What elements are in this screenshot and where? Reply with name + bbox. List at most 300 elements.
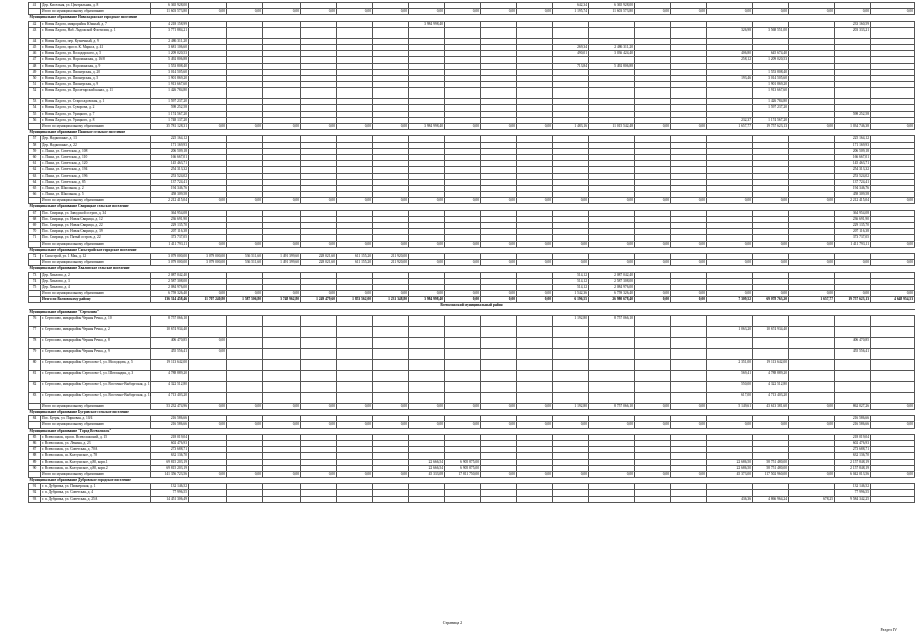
value-cell: 0,00 bbox=[707, 260, 753, 266]
value-cell bbox=[263, 337, 301, 348]
value-cell bbox=[671, 359, 707, 370]
municipality-heading: Муниципальное образование Дубровское городское поселение bbox=[29, 478, 915, 484]
total-cost-cell: 1 913 667,60 bbox=[151, 82, 189, 88]
address-cell: г. Сертолово, микрорайон Черная Речка, д. 10 bbox=[41, 315, 151, 326]
value-cell bbox=[635, 88, 671, 99]
value-cell bbox=[337, 348, 373, 359]
address-cell: Дер. Хвалово, д. 2 bbox=[41, 272, 151, 278]
value-cell bbox=[337, 337, 373, 348]
value-cell: 0,00 bbox=[409, 403, 445, 409]
value-cell bbox=[481, 27, 517, 38]
value-cell bbox=[589, 348, 635, 359]
value-cell: 0,00 bbox=[227, 403, 263, 409]
value-cell: 0,00 bbox=[445, 198, 481, 204]
value-cell bbox=[871, 496, 915, 502]
row-number: 71 bbox=[29, 235, 41, 241]
value-cell bbox=[481, 359, 517, 370]
value-cell bbox=[189, 88, 227, 99]
value-cell bbox=[337, 370, 373, 381]
value-cell bbox=[189, 315, 227, 326]
row-number: 74 bbox=[29, 278, 41, 284]
value-cell: 253 524,02 bbox=[835, 173, 871, 179]
value-cell bbox=[189, 27, 227, 38]
value-cell bbox=[835, 326, 871, 337]
total-cost-cell: 145 463,71 bbox=[151, 161, 189, 167]
value-cell: 0,00 bbox=[707, 241, 753, 247]
value-cell bbox=[263, 496, 301, 502]
value-cell: 0,00 bbox=[189, 471, 227, 477]
value-cell: 0,00 bbox=[671, 124, 707, 130]
value-cell: 0,00 bbox=[227, 422, 263, 428]
value-cell: 0,00 bbox=[671, 297, 707, 303]
value-cell bbox=[517, 315, 553, 326]
total-cost-cell: 166 667,01 bbox=[151, 154, 189, 160]
row-number: 51 bbox=[29, 82, 41, 88]
value-cell bbox=[481, 496, 517, 502]
row-number: 77 bbox=[29, 326, 41, 337]
value-cell: 0,00 bbox=[409, 9, 445, 15]
value-cell: 0,00 bbox=[373, 198, 409, 204]
value-cell: 1 553 808,40 bbox=[753, 69, 789, 75]
value-cell: 406,80 bbox=[707, 51, 753, 57]
total-cost-cell: 8 757 066,10 bbox=[151, 315, 189, 326]
value-cell: 0,00 bbox=[337, 124, 373, 130]
address-cell: Пос. Бугры, ул. Парковая, д. 10/4 bbox=[41, 416, 151, 422]
value-cell bbox=[553, 348, 589, 359]
value-cell: 6 365 928,00 bbox=[589, 3, 635, 9]
value-cell: 0,00 bbox=[337, 403, 373, 409]
value-cell: 216 586,66 bbox=[835, 422, 871, 428]
value-cell bbox=[301, 392, 337, 403]
total-cost-cell: 10 674 934,40 bbox=[151, 326, 189, 337]
address-cell: г. Новая Ладога, ул. Нороманская, д. 9 bbox=[41, 63, 151, 69]
value-cell bbox=[409, 348, 445, 359]
value-cell: 0,00 bbox=[337, 198, 373, 204]
value-cell: 0,00 bbox=[517, 9, 553, 15]
value-cell bbox=[373, 88, 409, 99]
value-cell: 642,34 bbox=[553, 3, 589, 9]
value-cell: 0,00 bbox=[301, 198, 337, 204]
value-cell: 233 160,59 bbox=[835, 21, 871, 27]
value-cell bbox=[635, 392, 671, 403]
value-cell bbox=[301, 27, 337, 38]
value-cell bbox=[589, 370, 635, 381]
value-cell bbox=[227, 381, 263, 392]
row-number: 65 bbox=[29, 185, 41, 191]
value-cell: 0,00 bbox=[707, 198, 753, 204]
value-cell: 0,00 bbox=[481, 260, 517, 266]
address-cell: Итого по муниципальному образованию bbox=[41, 422, 151, 428]
value-cell bbox=[373, 27, 409, 38]
value-cell bbox=[227, 392, 263, 403]
value-cell: 0,00 bbox=[671, 241, 707, 247]
value-cell: 1 249 479,60 bbox=[301, 297, 337, 303]
value-cell bbox=[789, 370, 835, 381]
row-number: 84 bbox=[29, 416, 41, 422]
value-cell: 550,00 bbox=[707, 381, 753, 392]
value-cell bbox=[263, 348, 301, 359]
value-cell: 0,00 bbox=[635, 297, 671, 303]
address-cell: г. Новая Ладога, ул. Пионерская, д. 5 bbox=[41, 75, 151, 81]
value-cell: 0,00 bbox=[589, 422, 635, 428]
row-number: 87 bbox=[29, 447, 41, 453]
value-cell: 22 686,50 bbox=[707, 459, 753, 465]
value-cell: 490,01 bbox=[553, 51, 589, 57]
address-cell: г. Новая Ладога, просп. К. Маркса, д. 41 bbox=[41, 44, 151, 50]
total-cost-cell: 3 771 884,21 bbox=[151, 27, 189, 38]
value-cell: 0,00 bbox=[263, 471, 301, 477]
value-cell bbox=[481, 315, 517, 326]
value-cell: 0,00 bbox=[835, 9, 871, 15]
value-cell: 514,12 bbox=[553, 272, 589, 278]
value-cell: 0,00 bbox=[753, 422, 789, 428]
total-cost-cell: 602 476,93 bbox=[151, 440, 189, 446]
value-cell: 0,00 bbox=[671, 291, 707, 297]
address-cell: Итого по муниципальному образованию bbox=[41, 241, 151, 247]
value-cell: 0,00 bbox=[789, 260, 835, 266]
value-cell: 0,00 bbox=[445, 124, 481, 130]
value-cell: 1 901 869,20 bbox=[753, 82, 789, 88]
value-cell: 2 157 848,19 bbox=[835, 465, 871, 471]
row-number: 59 bbox=[29, 148, 41, 154]
value-cell bbox=[553, 496, 589, 502]
value-cell: 3 748 962,80 bbox=[263, 297, 301, 303]
value-cell bbox=[635, 381, 671, 392]
value-cell: 0,00 bbox=[301, 291, 337, 297]
value-cell bbox=[189, 381, 227, 392]
address-cell: Итого по муниципальному образованию bbox=[41, 403, 151, 409]
value-cell: 0,00 bbox=[871, 291, 915, 297]
value-cell bbox=[635, 27, 671, 38]
value-cell bbox=[671, 496, 707, 502]
value-cell: 0,00 bbox=[753, 9, 789, 15]
value-cell: 1 034 746,38 bbox=[835, 124, 871, 130]
value-cell bbox=[445, 370, 481, 381]
value-cell: 11 015 542,48 bbox=[589, 124, 635, 130]
value-cell: 0,00 bbox=[227, 291, 263, 297]
value-cell bbox=[301, 326, 337, 337]
value-cell bbox=[301, 337, 337, 348]
value-cell bbox=[337, 359, 373, 370]
value-cell bbox=[671, 27, 707, 38]
total-cost-cell: 4 713 403,20 bbox=[151, 392, 189, 403]
row-number: 43 bbox=[29, 27, 41, 38]
value-cell: 0,00 bbox=[445, 260, 481, 266]
total-cost-cell: 6 365 928,00 bbox=[151, 3, 189, 9]
value-cell: 258,12 bbox=[707, 57, 753, 63]
value-cell: 0,00 bbox=[589, 198, 635, 204]
value-cell bbox=[789, 348, 835, 359]
value-cell: 0,00 bbox=[871, 124, 915, 130]
value-cell: 0,00 bbox=[635, 422, 671, 428]
value-cell bbox=[227, 370, 263, 381]
value-cell: 58 751 480,00 bbox=[753, 459, 789, 465]
row-number: 72 bbox=[29, 253, 41, 259]
value-cell: 0,00 bbox=[189, 9, 227, 15]
value-cell: 218 019,04 bbox=[835, 434, 871, 440]
value-cell: 0,00 bbox=[189, 198, 227, 204]
total-cost-cell: 14 451 306,49 bbox=[151, 496, 189, 502]
value-cell bbox=[445, 88, 481, 99]
table-row bbox=[29, 392, 915, 403]
value-cell: 326,98 bbox=[707, 27, 753, 38]
value-cell: 0,00 bbox=[445, 9, 481, 15]
value-cell bbox=[263, 315, 301, 326]
address-cell: с. Паша, ул. Советская, д. 196 bbox=[41, 173, 151, 179]
value-cell: 273 688,71 bbox=[835, 447, 871, 453]
table-row bbox=[29, 337, 915, 348]
row-number: 81 bbox=[29, 370, 41, 381]
value-cell: 211 920,00 bbox=[373, 253, 409, 259]
value-cell: 6 196,55 bbox=[553, 297, 589, 303]
value-cell bbox=[189, 326, 227, 337]
row-number: 48 bbox=[29, 63, 41, 69]
total-cost-cell: 11 603 573,80 bbox=[151, 9, 189, 15]
value-cell: 145 463,71 bbox=[835, 161, 871, 167]
value-cell bbox=[835, 315, 871, 326]
total-cost-cell: 207 116,38 bbox=[151, 229, 189, 235]
row-number: 67 bbox=[29, 210, 41, 216]
row-number: 88 bbox=[29, 453, 41, 459]
address-cell: г. Новая Ладога, ул. Урицкого, д. 7 bbox=[41, 111, 151, 117]
address-cell: г. Новая Ладога, микрорайон Южный, д. 7 bbox=[41, 21, 151, 27]
value-cell: 0,00 bbox=[671, 471, 707, 477]
row-number: 89 bbox=[29, 459, 41, 465]
value-cell: 203 333,21 bbox=[835, 27, 871, 38]
value-cell bbox=[481, 392, 517, 403]
value-cell: 0,00 bbox=[871, 422, 915, 428]
address-cell: г. Новая Ладога, ул. Старосадовская, д. 1 bbox=[41, 99, 151, 105]
page-number: Страница 2 bbox=[442, 620, 463, 625]
value-cell bbox=[263, 88, 301, 99]
total-cost-cell: 206 509,18 bbox=[151, 148, 189, 154]
row-number: 86 bbox=[29, 440, 41, 446]
table-row bbox=[29, 359, 915, 370]
value-cell: 43 613 381,60 bbox=[753, 403, 789, 409]
address-cell: Пос. Свирица, ул. Пятый остров, д. 22 bbox=[41, 235, 151, 241]
total-cost-cell: 2 087 042,40 bbox=[151, 272, 189, 278]
value-cell: 0,00 bbox=[373, 403, 409, 409]
total-cost-cell: 1 209 020,53 bbox=[151, 51, 189, 57]
value-cell bbox=[409, 88, 445, 99]
value-cell bbox=[671, 337, 707, 348]
address-cell: Итого по муниципальному образованию bbox=[41, 260, 151, 266]
value-cell: 0,00 bbox=[635, 198, 671, 204]
value-cell: 0,00 bbox=[301, 422, 337, 428]
value-cell: 0,00 bbox=[373, 241, 409, 247]
value-cell: 0,00 bbox=[517, 422, 553, 428]
value-cell: 0,00 bbox=[373, 124, 409, 130]
value-cell: 0,00 bbox=[481, 403, 517, 409]
value-cell: 0,00 bbox=[189, 291, 227, 297]
value-cell bbox=[481, 326, 517, 337]
address-cell: Итого по муниципальному образованию bbox=[41, 9, 151, 15]
value-cell: 0,00 bbox=[671, 422, 707, 428]
value-cell: 0,00 bbox=[263, 422, 301, 428]
value-cell bbox=[553, 370, 589, 381]
address-cell: Пос. Свирица, ул. Заводской остров, д. 34 bbox=[41, 210, 151, 216]
value-cell: 0,00 bbox=[789, 241, 835, 247]
value-cell bbox=[301, 315, 337, 326]
value-cell: 406 470,85 bbox=[835, 337, 871, 348]
address-cell: Дер. Хвалово, д. 3 bbox=[41, 278, 151, 284]
value-cell: 0,00 bbox=[517, 471, 553, 477]
address-cell: с. Паша, ул. Школьная, д. 5 bbox=[41, 192, 151, 198]
value-cell: 1 853 562,00 bbox=[337, 297, 373, 303]
value-cell bbox=[553, 337, 589, 348]
value-cell bbox=[671, 88, 707, 99]
address-cell: г. Всеволожск, просп. Всеволожский, д. 15 bbox=[41, 434, 151, 440]
value-cell: 0,00 bbox=[671, 260, 707, 266]
table-row bbox=[29, 348, 915, 359]
value-cell: 602 476,93 bbox=[835, 440, 871, 446]
value-cell bbox=[445, 337, 481, 348]
row-number: 42 bbox=[29, 21, 41, 27]
address-cell: Пос. Свирица, ул. Новая Свирица, д. 39 bbox=[41, 229, 151, 235]
value-cell bbox=[635, 337, 671, 348]
value-cell: 0,00 bbox=[445, 291, 481, 297]
value-cell: 0,00 bbox=[189, 403, 227, 409]
value-cell: 0,00 bbox=[635, 241, 671, 247]
value-cell: 171 169,93 bbox=[835, 142, 871, 148]
value-cell: 536 511,60 bbox=[227, 260, 263, 266]
value-cell: 194 346,76 bbox=[835, 185, 871, 191]
value-cell bbox=[589, 337, 635, 348]
value-cell bbox=[589, 359, 635, 370]
total-cost-cell: 3 014 505,60 bbox=[151, 69, 189, 75]
value-cell bbox=[227, 27, 263, 38]
value-cell: 0,00 bbox=[227, 9, 263, 15]
value-cell bbox=[789, 27, 835, 38]
value-cell: 0,00 bbox=[301, 124, 337, 130]
value-cell: 1 542,36 bbox=[553, 291, 589, 297]
total-cost-cell: 406 470,85 bbox=[151, 337, 189, 348]
row-number: 62 bbox=[29, 167, 41, 173]
value-cell: 0,00 bbox=[753, 260, 789, 266]
row-number: 52 bbox=[29, 88, 41, 99]
value-cell: 0,00 bbox=[227, 124, 263, 130]
value-cell bbox=[445, 496, 481, 502]
value-cell: 5 492 806,88 bbox=[589, 63, 635, 69]
address-cell: с. Паша, ул. Советская, д. 194 bbox=[41, 167, 151, 173]
value-cell: 0,00 bbox=[517, 291, 553, 297]
row-number: 75 bbox=[29, 284, 41, 290]
value-cell bbox=[871, 88, 915, 99]
value-cell: 1 491 399,60 bbox=[263, 253, 301, 259]
value-cell: 0,00 bbox=[871, 260, 915, 266]
value-cell: 0,00 bbox=[635, 403, 671, 409]
value-cell: 0,00 bbox=[373, 9, 409, 15]
value-cell: 1 063,20 bbox=[707, 326, 753, 337]
value-cell: 0,00 bbox=[671, 403, 707, 409]
total-cost-cell: 373 737,05 bbox=[151, 235, 189, 241]
value-cell: 1 209 020,53 bbox=[753, 57, 789, 63]
total-cost-cell: 6 759 326,40 bbox=[151, 291, 189, 297]
value-cell: 22 686,50 bbox=[707, 465, 753, 471]
value-cell: 436,36 bbox=[707, 496, 753, 502]
value-cell bbox=[671, 381, 707, 392]
value-cell bbox=[589, 496, 635, 502]
value-cell: 373 737,05 bbox=[835, 235, 871, 241]
value-cell: 232,37 bbox=[707, 117, 753, 123]
value-cell bbox=[227, 359, 263, 370]
total-cost-cell: 253 524,02 bbox=[151, 173, 189, 179]
address-cell: г. Всеволожск, ш. Колтушское, д.80, корп.1 bbox=[41, 459, 151, 465]
value-cell bbox=[589, 381, 635, 392]
value-cell: 117 502 960,00 bbox=[753, 471, 789, 477]
row-number: 57 bbox=[29, 136, 41, 142]
address-cell: с. Паша, ул. Советская, д. 120 bbox=[41, 161, 151, 167]
value-cell bbox=[871, 392, 915, 403]
address-cell: г. Новая Ладога, Наб. Ладожской Флотилии, д. 1 bbox=[41, 27, 151, 38]
address-cell: г. Сясьстрой, ул. 1 Мая, д. 12 bbox=[41, 253, 151, 259]
value-cell: 132 146,52 bbox=[835, 484, 871, 490]
value-cell: 0,00 bbox=[263, 241, 301, 247]
value-cell: 0,00 bbox=[409, 422, 445, 428]
value-cell bbox=[373, 315, 409, 326]
value-cell bbox=[789, 88, 835, 99]
value-cell: 77 996,55 bbox=[835, 490, 871, 496]
value-cell: 4 648 954,53 bbox=[871, 297, 915, 303]
address-cell: Дер. Хвалово, д. 4 bbox=[41, 284, 151, 290]
value-cell: 229 135,70 bbox=[835, 223, 871, 229]
value-cell: 0,00 bbox=[589, 471, 635, 477]
value-cell bbox=[553, 326, 589, 337]
value-cell bbox=[589, 27, 635, 38]
value-cell: 17 811 750,00 bbox=[445, 471, 481, 477]
value-cell bbox=[409, 326, 445, 337]
row-number: 46 bbox=[29, 51, 41, 57]
value-cell: 0,00 bbox=[263, 124, 301, 130]
municipality-heading: Муниципальное образование "Город Всеволожск" bbox=[29, 428, 915, 434]
value-cell: 0,00 bbox=[373, 422, 409, 428]
value-cell bbox=[445, 392, 481, 403]
value-cell bbox=[189, 370, 227, 381]
address-cell: г. Сертолово, микрорайон Черная Речка, д. 2 bbox=[41, 326, 151, 337]
value-cell: 1 491 399,60 bbox=[263, 260, 301, 266]
total-cost-cell: 2 084 976,00 bbox=[151, 284, 189, 290]
value-cell: 0,00 bbox=[589, 260, 635, 266]
value-cell: 69 078 763,20 bbox=[753, 297, 789, 303]
value-cell bbox=[263, 359, 301, 370]
total-cost-cell: 2 486 311,20 bbox=[151, 38, 189, 44]
value-cell: 645 674,40 bbox=[753, 51, 789, 57]
value-cell: 19 113 642,00 bbox=[753, 359, 789, 370]
value-cell bbox=[871, 27, 915, 38]
value-cell: 0,00 bbox=[373, 471, 409, 477]
table-row bbox=[29, 370, 915, 381]
row-number: 50 bbox=[29, 75, 41, 81]
total-cost-cell: 3 681 106,60 bbox=[151, 44, 189, 50]
total-cost-cell: 1 597 237,20 bbox=[151, 99, 189, 105]
address-cell: г. Новая Ладога, ул. Суворова, д. 2 bbox=[41, 105, 151, 111]
value-cell bbox=[871, 337, 915, 348]
value-cell: 0,00 bbox=[517, 260, 553, 266]
value-cell: 0,00 bbox=[189, 241, 227, 247]
row-number: 45 bbox=[29, 44, 41, 50]
value-cell: 0,00 bbox=[517, 124, 553, 130]
value-cell bbox=[835, 370, 871, 381]
table-body bbox=[29, 3, 915, 503]
value-cell bbox=[409, 370, 445, 381]
total-cost-cell: 132 146,52 bbox=[151, 484, 189, 490]
value-cell: 211 920,00 bbox=[373, 260, 409, 266]
value-cell: 0,00 bbox=[789, 291, 835, 297]
value-cell: 0,00 bbox=[337, 471, 373, 477]
address-cell: г. Новая Ладога, пер. Кузнечный, д. 9 bbox=[41, 38, 151, 44]
value-cell bbox=[301, 348, 337, 359]
value-cell bbox=[517, 88, 553, 99]
